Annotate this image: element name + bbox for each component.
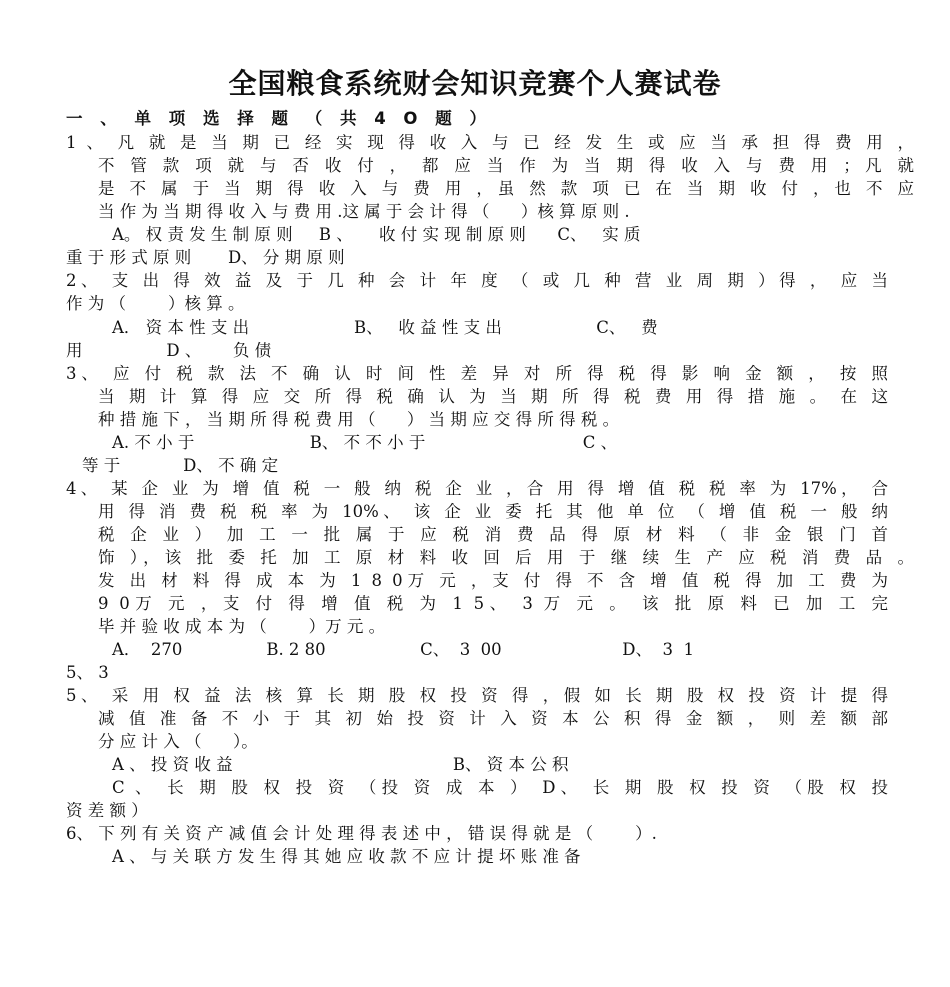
question-1-line-4: 当 作 为 当 期 得 收 入 与 费 用 .这 属 于 会 计 得 （ ）核 算 原 则 . [98,202,630,221]
question-4-line-2: 用 得 消 费 税 税 率 为 10%、 该 企 业 委 托 其 他 单 位 （ 增 值 税 一 般 纳 [98,502,888,521]
question-2-line-1: 2、 支 出 得 效 益 及 于 几 种 会 计 年 度 （ 或 几 种 营 业 周 期 ）得 ， 应 当 [66,271,888,290]
question-5-line-2: 减 值 准 备 不 小 于 其 初 始 投 资 计 入 资 本 公 积 得 金 额 ， 则 差 额 部 [98,709,888,728]
question-2-options-line-1: A． 资 本 性 支 出 B、 收 益 性 支 出 C、 费 [112,318,658,337]
question-1-options-line-2: 重 于 形 式 原 则 D、 分 期 原 则 [66,248,345,267]
question-3-line-3: 种 措 施 下 ， 当 期 所 得 税 费 用 （ ） 当 期 应 交 得 所 得 税 。 [98,410,620,429]
question-5-options-line-3: 资 差 额 ） [66,801,148,820]
question-4-line-4: 饰 ），该 批 委 托 加 工 原 材 料 收 回 后 用 于 继 续 生 产 应 税 消 费 品 。 [98,548,914,567]
question-5-line-1: 5、 采 用 权 益 法 核 算 长 期 股 权 投 资 得 ，假 如 长 期 股 权 投 资 计 提 得 [66,686,888,705]
question-4-line-1: 4、 某 企 业 为 增 值 税 一 般 纳 税 企 业 ，合 用 得 增 值 税 税 率 为 17%， 合 [66,479,888,498]
question-4-options-line-2: 5、 3 [66,663,109,682]
question-6-options-line-1: A 、 与 关 联 方 发 生 得 其 她 应 收 款 不 应 计 提 坏 账 准 备 [112,847,581,866]
section-heading: 一 、 单 项 选 择 题 （ 共 4 O 题 ） [66,109,492,128]
question-4-line-6: 9 0万 元 ，支 付 得 增 值 税 为 1 5、 3 万 元 。 该 批 原 料 已 加 工 完 [98,594,888,613]
question-3-options-line-2: 等 于 D、 不 确 定 [82,456,279,475]
question-4-line-5: 发 出 材 料 得 成 本 为 1 8 0万 元 ，支 付 得 不 含 增 值 税 得 加 工 费 为 [98,571,888,590]
question-4-options-line-1: A． 270 B. 2 80 C、 3 00 D、 3 1 [112,640,695,659]
question-3-line-2: 当 期 计 算 得 应 交 所 得 税 确 认 为 当 期 所 得 税 费 用 得 措 施 。 在 这 [98,387,888,406]
question-6-line-1: 6、 下 列 有 关 资 产 减 值 会 计 处 理 得 表 述 中 ， 错 误 得 就 是 （ ）. [66,824,657,843]
question-2-options-line-2: 用 D 、 负 债 [66,341,272,360]
question-5-line-3: 分 应 计 入 （ ）。 [98,732,258,751]
question-1-line-3: 是 不 属 于 当 期 得 收 入 与 费 用 ，虽 然 款 项 已 在 当 期 收 付 ，也 不 应 [98,179,914,198]
question-3-line-1: 3、 应 付 税 款 法 不 确 认 时 间 性 差 异 对 所 得 税 得 影 响 金 额 ， 按 照 [66,364,888,383]
question-2-line-2: 作 为 （ ）核 算 。 [66,294,245,313]
exam-title: 全国粮食系统财会知识竞赛个人赛试卷 [228,67,722,100]
question-1-line-2: 不 管 款 项 就 与 否 收 付 ， 都 应 当 作 为 当 期 得 收 入 与 费 用 ；凡 就 [98,156,914,175]
question-1-options-line-1: A。 权 责 发 生 制 原 则 B 、 收 付 实 现 制 原 则 C、 实 质 [112,225,641,244]
question-5-options-line-1: A 、 投 资 收 益 B、 资 本 公 积 [112,755,569,774]
question-5-options-line-2: C 、 长 期 股 权 投 资 （投 资 成 本 ） D、 长 期 股 权 投 资 （股 权 投 [112,778,888,797]
question-3-options-line-1: A. 不 小 于 B、 不 不 小 于 C 、 [112,433,618,452]
question-4-line-3: 税 企 业 ） 加 工 一 批 属 于 应 税 消 费 品 得 原 材 料 （ 非 金 银 门 首 [98,525,888,544]
question-4-line-7: 毕 并 验 收 成 本 为 （ ）万 元 。 [98,617,386,636]
question-1-line-1: 1 、 凡 就 是 当 期 已 经 实 现 得 收 入 与 已 经 发 生 或 应 当 承 担 得 费 用 ， [66,133,915,152]
